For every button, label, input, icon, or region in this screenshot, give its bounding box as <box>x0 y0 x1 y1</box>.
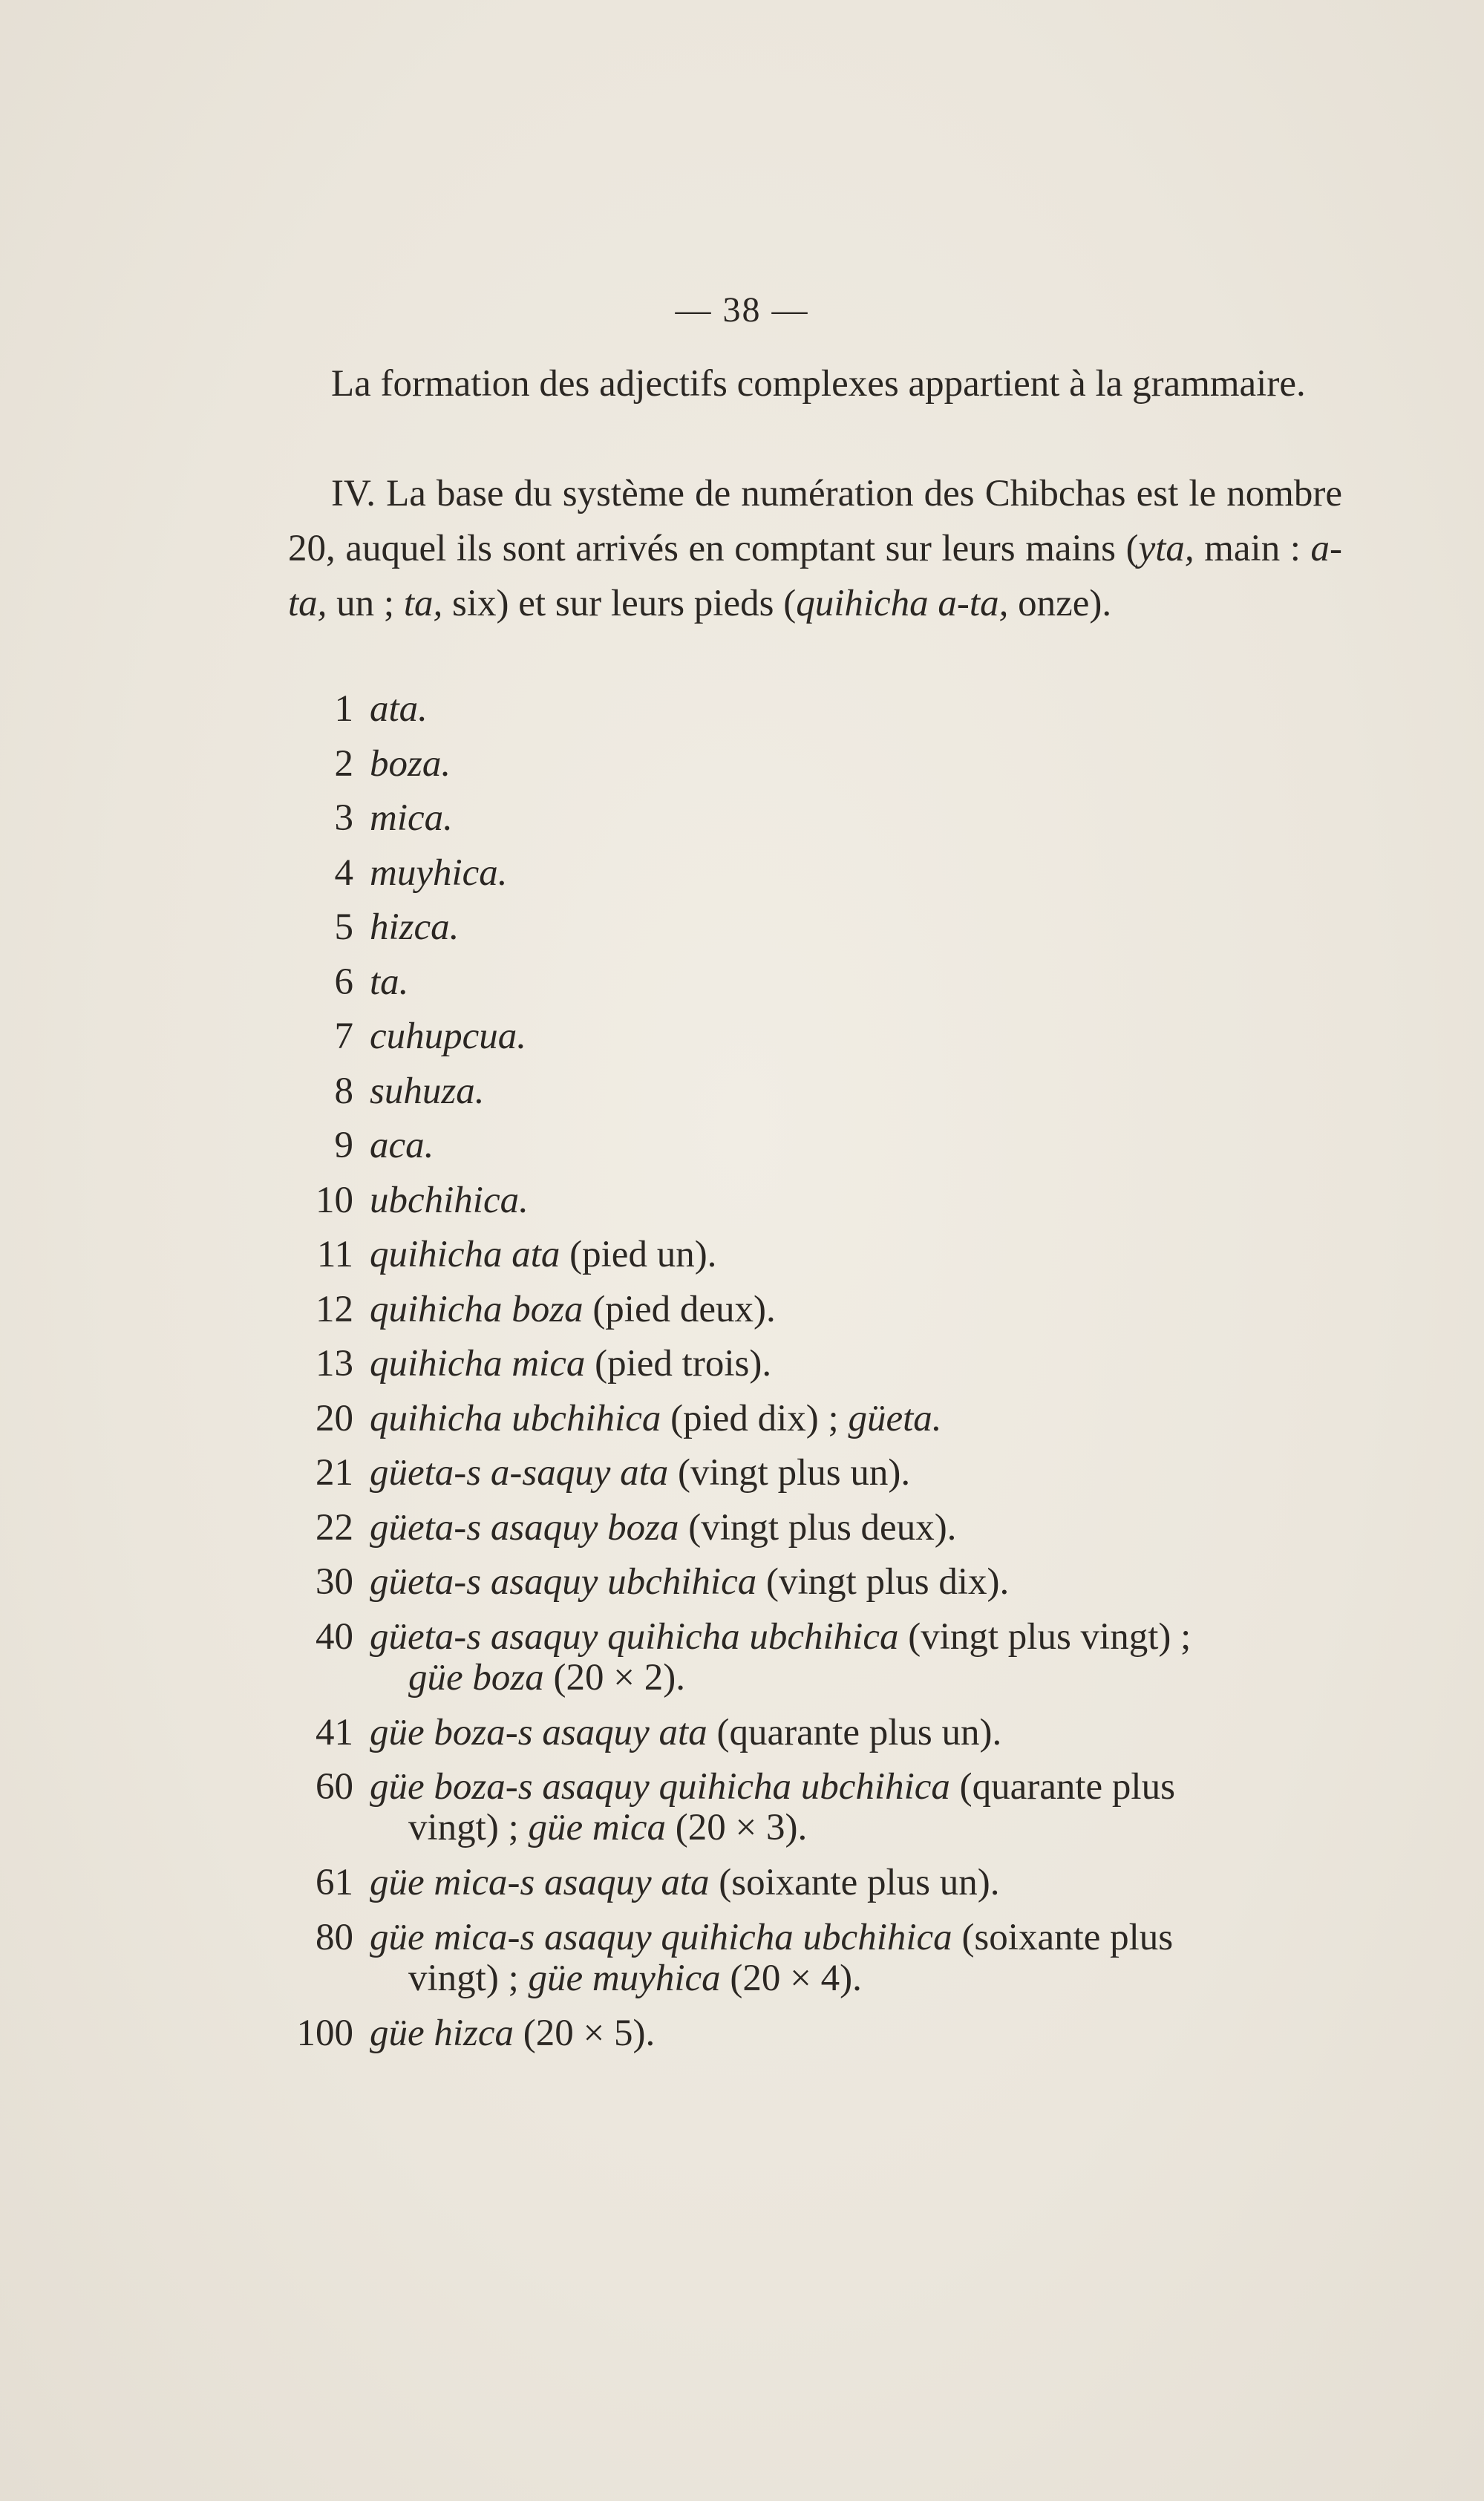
chibcha-word: mica. <box>370 797 453 839</box>
chibcha-word: güe mica-s asaquy ata <box>370 1862 710 1903</box>
numeral-entry <box>288 798 1342 853</box>
french-gloss: (quarante plus un). <box>707 1711 1002 1753</box>
french-gloss: (pied deux). <box>583 1288 776 1330</box>
gloss-continuation: vingt) ; <box>408 1957 529 1999</box>
numeral-entry <box>288 962 1342 1017</box>
numeral-number: 5 <box>334 906 353 948</box>
numeral-number: 1 <box>334 688 353 730</box>
numeral-number: 10 <box>316 1179 353 1221</box>
french-gloss: (vingt plus dix). <box>756 1561 1010 1603</box>
term-quihicha: quihicha a-ta, <box>796 583 1009 624</box>
chibcha-word: güe boza-s asaquy quihicha ubchihica <box>370 1766 950 1808</box>
paragraph-text: un ; <box>327 583 404 624</box>
paragraph-text: onze). <box>1008 583 1112 624</box>
numeral-number: 8 <box>334 1070 353 1112</box>
chibcha-word: güeta-s a-saquy ata <box>370 1452 669 1494</box>
multiplication-text: (20 × 2). <box>543 1656 685 1699</box>
numeral-number: 12 <box>316 1288 353 1330</box>
numeral-number: 9 <box>334 1125 353 1166</box>
numeral-entry <box>288 1125 1342 1180</box>
page-number: — 38 — <box>675 290 809 330</box>
chibcha-word-alt: güe muyhica <box>528 1957 721 1999</box>
numeral-entry <box>288 689 1342 744</box>
chibcha-word-alt: güe boza <box>408 1656 544 1699</box>
chibcha-word: suhuza. <box>370 1070 485 1112</box>
chibcha-word: quihicha ubchihica <box>370 1397 661 1439</box>
chibcha-word: ta. <box>370 961 409 1003</box>
chibcha-word: boza. <box>370 742 451 785</box>
numeral-entry <box>288 1399 1342 1454</box>
numeral-entry <box>288 1863 1342 1918</box>
french-gloss: (pied dix) ; <box>661 1397 849 1439</box>
numeral-entry <box>288 1453 1342 1508</box>
numeral-entry <box>288 1562 1342 1617</box>
numeral-number: 41 <box>316 1711 353 1753</box>
chibcha-word: muyhica. <box>370 851 508 894</box>
term-ta: ta, <box>403 583 443 624</box>
numeral-number: 40 <box>316 1615 353 1658</box>
numeral-entry <box>288 1767 1342 1856</box>
paragraph-text: main : <box>1194 528 1311 569</box>
numeral-entry <box>288 853 1342 908</box>
chibcha-word: ata. <box>370 688 428 730</box>
numeral-number: 80 <box>316 1916 353 1958</box>
french-gloss: (pied trois). <box>585 1343 772 1384</box>
paragraph-text: La formation des adjectifs complexes appartient à la grammaire. <box>331 363 1306 405</box>
numeral-number: 4 <box>334 851 353 894</box>
paragraph-numeration <box>288 466 1342 631</box>
chibcha-word: quihicha ata <box>370 1234 560 1275</box>
paragraph-text: six) et sur leurs pieds ( <box>442 583 797 624</box>
numeral-entry <box>288 744 1342 799</box>
chibcha-word-alt: güe mica <box>528 1807 667 1848</box>
numeral-number: 30 <box>316 1561 353 1603</box>
chibcha-word: hizca. <box>370 906 460 948</box>
numeral-list <box>288 689 1342 2067</box>
numeral-number: 21 <box>316 1452 353 1494</box>
french-gloss: (pied un). <box>560 1234 717 1275</box>
numeral-entry <box>288 1016 1342 1071</box>
french-gloss: (vingt plus deux). <box>679 1506 957 1549</box>
term-ata: a-ta, <box>288 528 1342 624</box>
numeral-number: 20 <box>316 1397 353 1439</box>
numeral-entry <box>288 1071 1342 1126</box>
chibcha-word: aca. <box>370 1125 434 1166</box>
paragraph-adjectifs <box>288 356 1342 411</box>
numeral-number: 60 <box>316 1766 353 1808</box>
paragraph-text: IV. La base du système de numération des Chibchas est le nombre 20, auquel ils sont arrivés en comptant sur leurs mains ( <box>288 473 1342 569</box>
numeral-entry <box>288 907 1342 962</box>
numeral-entry <box>288 1508 1342 1563</box>
multiplication-text: (20 × 4). <box>720 1957 862 1999</box>
french-gloss: (vingt plus vingt) ; <box>898 1615 1192 1658</box>
numeral-number: 7 <box>334 1016 353 1057</box>
numeral-number: 22 <box>316 1506 353 1549</box>
numeral-entry <box>288 1180 1342 1235</box>
term-yta: yta, <box>1138 528 1194 569</box>
numeral-entry <box>288 2013 1342 2068</box>
numeral-entry <box>288 1713 1342 1768</box>
chibcha-word: güeta-s asaquy quihicha ubchihica <box>370 1615 899 1658</box>
gloss-continuation: vingt) ; <box>408 1807 529 1848</box>
chibcha-word: güe hizca <box>370 2012 514 2054</box>
numeral-number: 2 <box>334 742 353 785</box>
french-gloss: (vingt plus un). <box>668 1452 911 1494</box>
numeral-entry <box>288 1918 1342 2007</box>
chibcha-word: quihicha boza <box>370 1288 584 1330</box>
numeral-number: 3 <box>334 797 353 839</box>
chibcha-word-alt: güeta. <box>848 1397 942 1439</box>
multiplication-text: (20 × 3). <box>666 1807 808 1848</box>
numeral-entry <box>288 1235 1342 1289</box>
numeral-number: 11 <box>316 1234 353 1275</box>
numeral-number: 6 <box>334 961 353 1003</box>
numeral-entry <box>288 1344 1342 1399</box>
chibcha-word: ubchihica. <box>370 1179 529 1221</box>
chibcha-word: cuhupcua. <box>370 1016 527 1057</box>
french-gloss: (quarante plus <box>949 1766 1175 1808</box>
numeral-number: 61 <box>316 1862 353 1903</box>
french-gloss: (soixante plus un). <box>709 1862 1000 1903</box>
chibcha-word: quihicha mica <box>370 1343 586 1384</box>
numeral-number: 13 <box>316 1343 353 1384</box>
numeral-entry <box>288 1289 1342 1344</box>
chibcha-word: güe mica-s asaquy quihicha ubchihica <box>370 1916 952 1958</box>
numeral-entry <box>288 1617 1342 1706</box>
chibcha-word: güe boza-s asaquy ata <box>370 1711 707 1753</box>
french-gloss: (soixante plus <box>952 1916 1174 1958</box>
chibcha-word: güeta-s asaquy ubchihica <box>370 1561 757 1603</box>
french-gloss: (20 × 5). <box>514 2012 656 2054</box>
numeral-number: 100 <box>296 2012 353 2054</box>
chibcha-word: güeta-s asaquy boza <box>370 1506 679 1549</box>
